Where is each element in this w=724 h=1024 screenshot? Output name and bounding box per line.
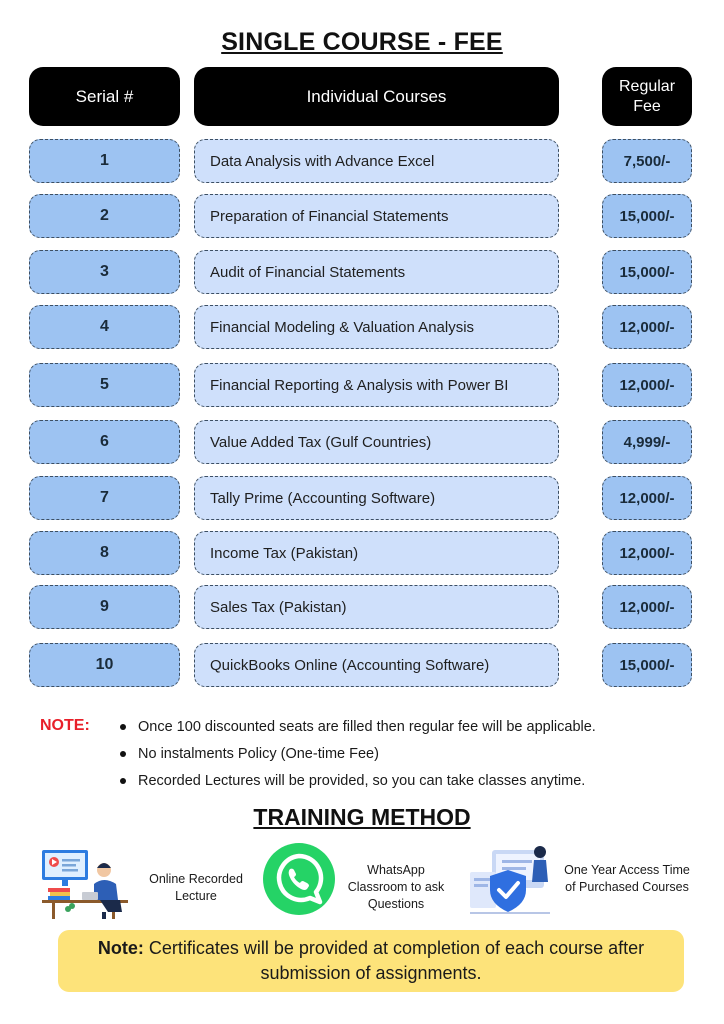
note-item: Once 100 discounted seats are filled then regular fee will be applicable.: [118, 717, 708, 744]
table-row: [0, 363, 724, 407]
table-row: [0, 250, 724, 294]
note-item: Recorded Lectures will be provided, so you can take classes anytime.: [118, 771, 708, 798]
serial-cell: 5: [29, 363, 180, 407]
fee-cell: 15,000/-: [602, 250, 692, 294]
page-title: SINGLE COURSE - FEE: [221, 28, 503, 56]
whatsapp-icon: [260, 842, 338, 925]
certificate-note-label: Note:: [97, 938, 144, 958]
course-cell: Income Tax (Pakistan): [194, 531, 559, 575]
header-course: Individual Courses: [194, 67, 559, 126]
header-serial: Serial #: [29, 67, 180, 126]
table-row: [0, 531, 724, 575]
table-row: [0, 194, 724, 238]
table-row: [0, 305, 724, 349]
training-method-title: TRAINING METHOD: [253, 804, 471, 830]
serial-cell: 6: [29, 420, 180, 464]
serial-cell: 3: [29, 250, 180, 294]
serial-cell: 8: [29, 531, 180, 575]
course-cell: Financial Reporting & Analysis with Power BI: [194, 363, 559, 407]
course-cell: Sales Tax (Pakistan): [194, 585, 559, 629]
fee-cell: 15,000/-: [602, 194, 692, 238]
serial-cell: 9: [29, 585, 180, 629]
course-cell: Tally Prime (Accounting Software): [194, 476, 559, 520]
note-list: [118, 717, 708, 798]
table-row: [0, 139, 724, 183]
table-row: [0, 643, 724, 687]
serial-cell: 1: [29, 139, 180, 183]
certificate-note-text: Certificates will be provided at completion of each course after submission of assignments.: [143, 938, 645, 983]
table-row: [0, 420, 724, 464]
method-whatsapp: WhatsApp Classroom to ask Questions: [347, 863, 445, 911]
table-row: [0, 476, 724, 520]
serial-cell: 4: [29, 305, 180, 349]
fee-cell: 4,999/-: [602, 420, 692, 464]
method-one-year-access: One Year Access Time of Purchased Courses: [564, 863, 690, 894]
course-cell: QuickBooks Online (Accounting Software): [194, 643, 559, 687]
course-cell: Audit of Financial Statements: [194, 250, 559, 294]
serial-cell: 10: [29, 643, 180, 687]
course-cell: Preparation of Financial Statements: [194, 194, 559, 238]
method-online-lecture: Online Recorded Lecture: [149, 872, 243, 903]
fee-cell: 12,000/-: [602, 531, 692, 575]
fee-cell: 12,000/-: [602, 585, 692, 629]
course-cell: Financial Modeling & Valuation Analysis: [194, 305, 559, 349]
fee-cell: 12,000/-: [602, 305, 692, 349]
fee-cell: 12,000/-: [602, 476, 692, 520]
course-cell: Value Added Tax (Gulf Countries): [194, 420, 559, 464]
fee-cell: 7,500/-: [602, 139, 692, 183]
table-row: [0, 585, 724, 629]
course-cell: Data Analysis with Advance Excel: [194, 139, 559, 183]
fee-cell: 12,000/-: [602, 363, 692, 407]
note-label: NOTE:: [40, 717, 90, 734]
secure-access-icon: [462, 842, 558, 925]
serial-cell: 7: [29, 476, 180, 520]
header-fee: Regular Fee: [602, 67, 692, 126]
note-item: No instalments Policy (One-time Fee): [118, 744, 708, 771]
certificate-note: [58, 930, 684, 992]
online-lecture-icon: [38, 846, 134, 925]
fee-cell: 15,000/-: [602, 643, 692, 687]
serial-cell: 2: [29, 194, 180, 238]
